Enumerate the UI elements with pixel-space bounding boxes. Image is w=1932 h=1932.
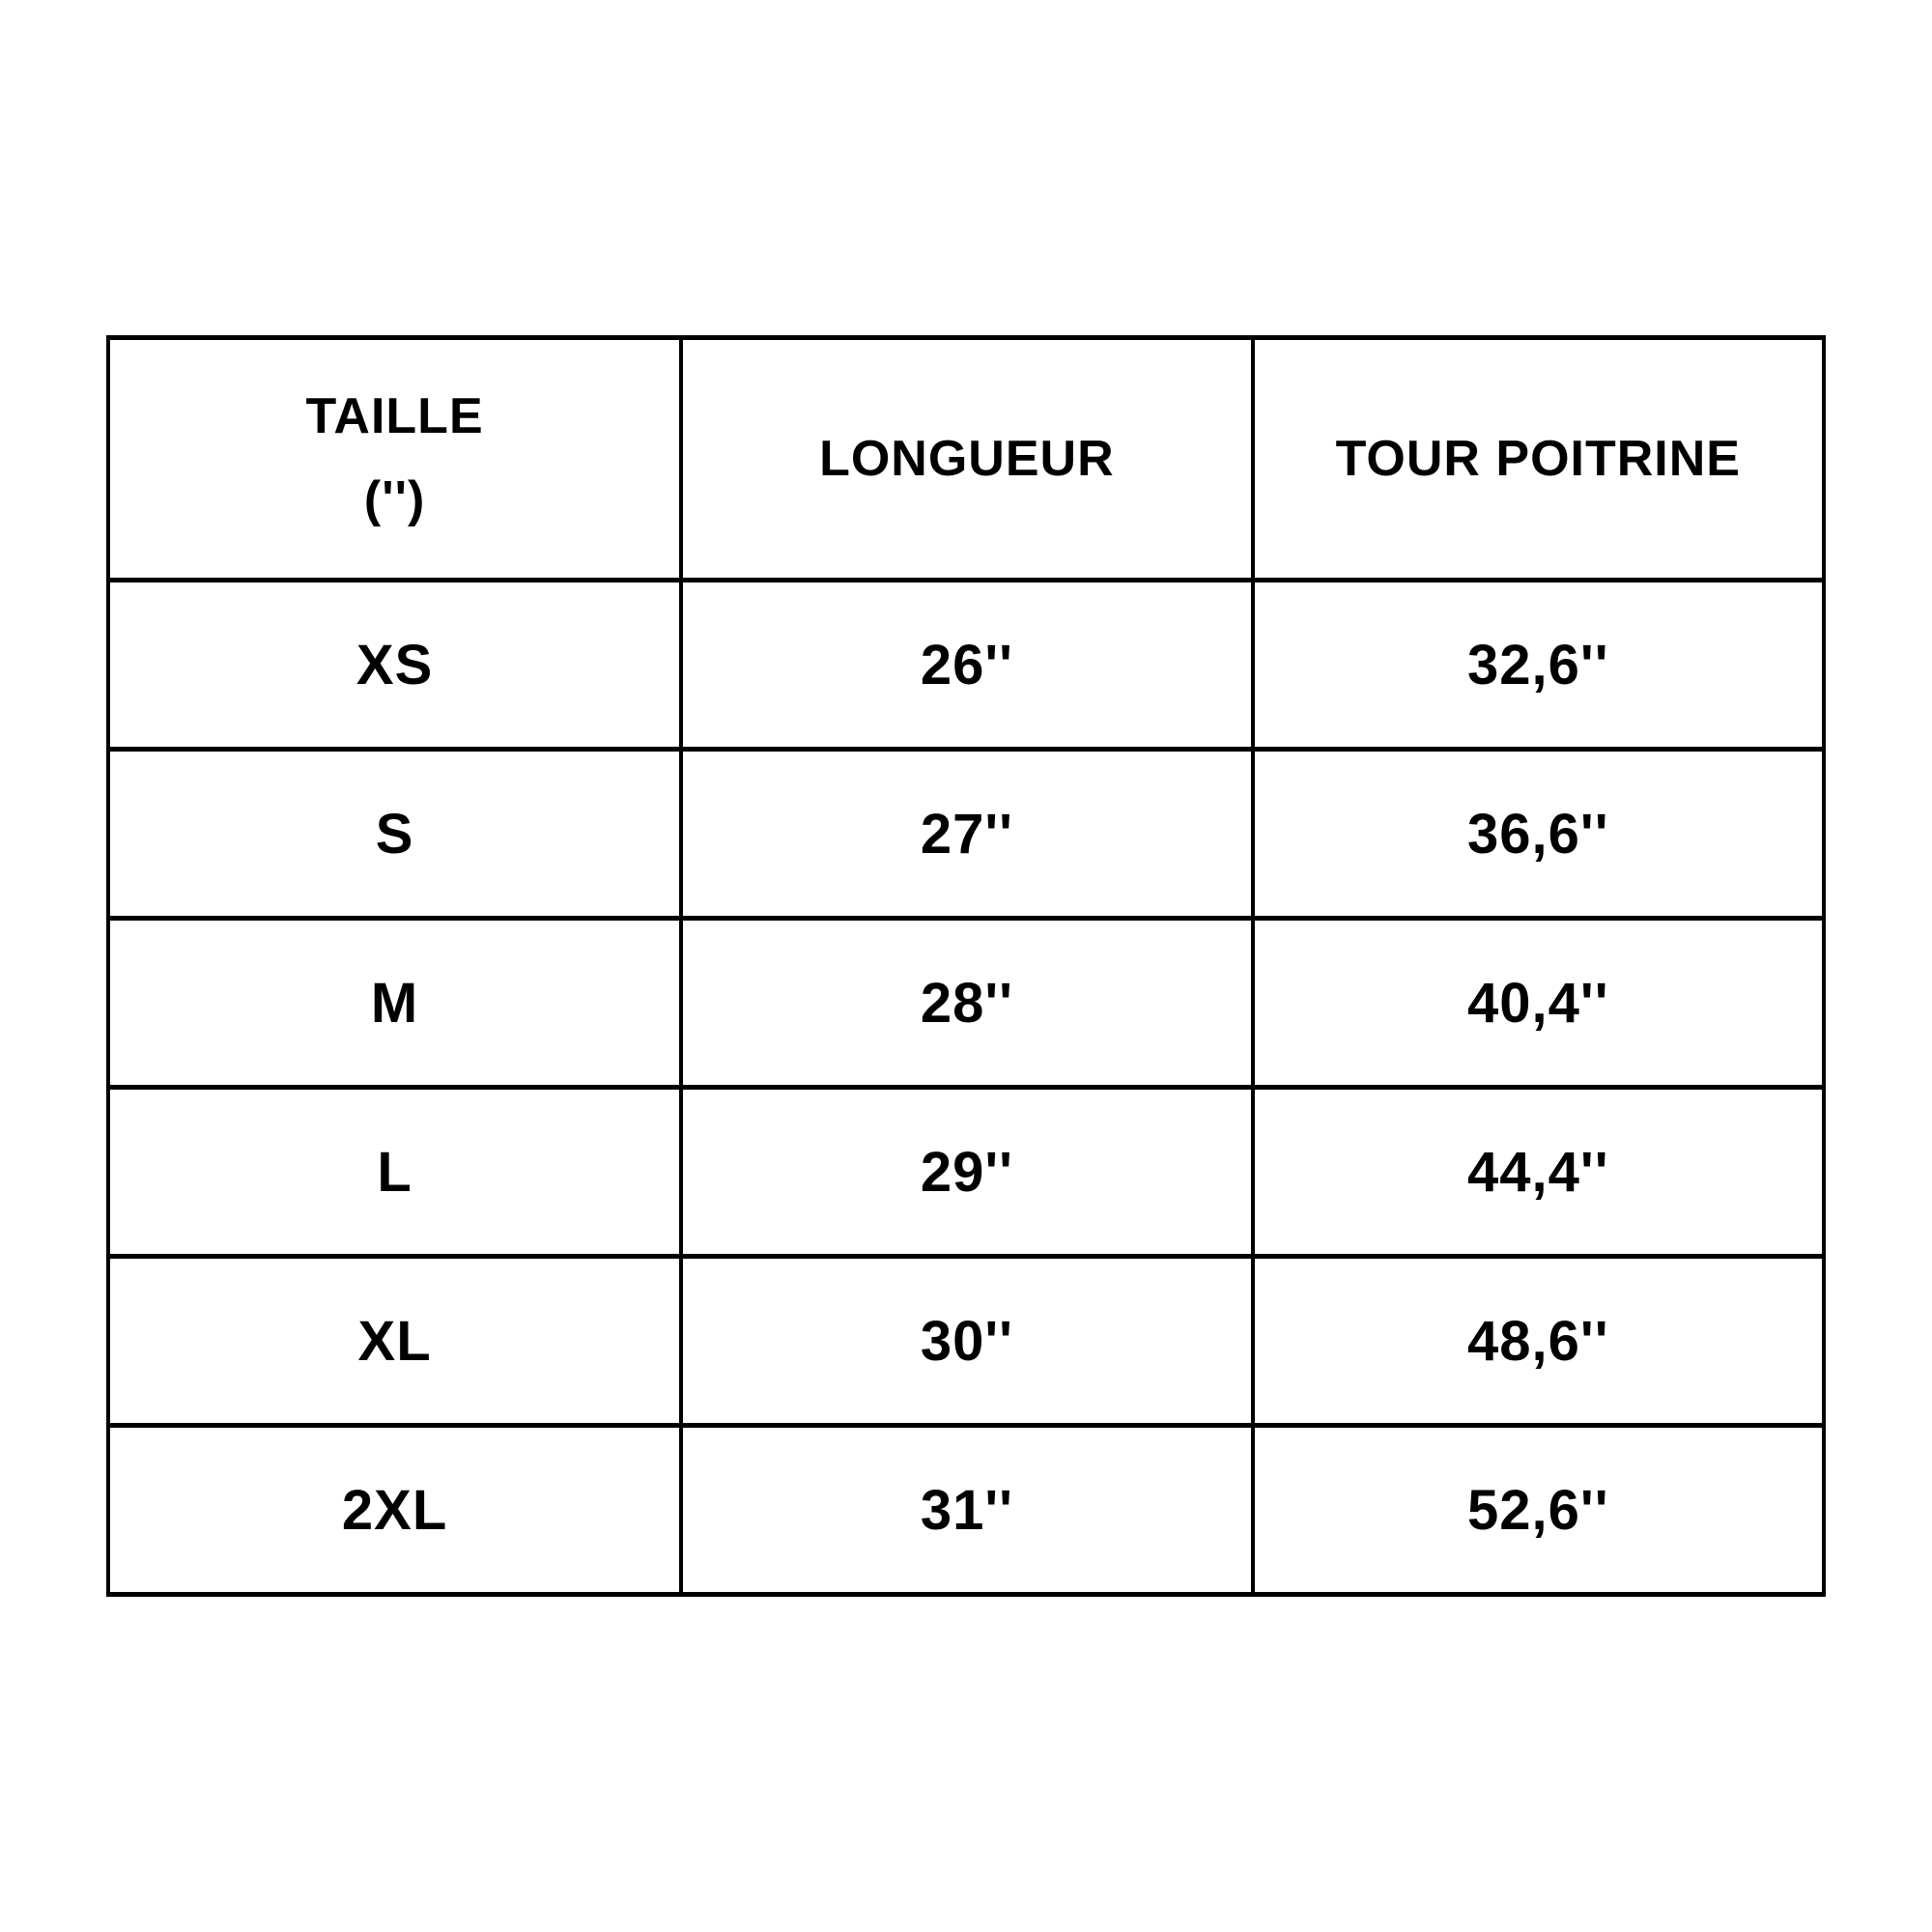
cell-size: 2XL xyxy=(108,1426,681,1595)
cell-chest: 52,6'' xyxy=(1253,1426,1824,1595)
cell-size: XS xyxy=(108,581,681,750)
header-cell-taille xyxy=(108,338,681,581)
table-row-l xyxy=(108,1088,1824,1257)
cell-size: S xyxy=(108,750,681,919)
table-row-xs xyxy=(108,581,1824,750)
cell-chest: 48,6'' xyxy=(1253,1257,1824,1426)
table-row-xl xyxy=(108,1257,1824,1426)
cell-size: XL xyxy=(108,1257,681,1426)
cell-length: 31'' xyxy=(681,1426,1252,1595)
cell-length: 27'' xyxy=(681,750,1252,919)
size-chart-table xyxy=(106,335,1826,1597)
cell-length: 28'' xyxy=(681,919,1252,1088)
cell-length: 26'' xyxy=(681,581,1252,750)
header-taille-unit: ('') xyxy=(363,471,426,527)
cell-chest: 32,6'' xyxy=(1253,581,1824,750)
header-taille-label: TAILLE xyxy=(305,388,484,445)
cell-length: 30'' xyxy=(681,1257,1252,1426)
header-row xyxy=(108,338,1824,581)
cell-chest: 40,4'' xyxy=(1253,919,1824,1088)
header-cell-tour-poitrine: TOUR POITRINE xyxy=(1253,338,1824,581)
header-cell-longueur: LONGUEUR xyxy=(681,338,1252,581)
cell-chest: 36,6'' xyxy=(1253,750,1824,919)
cell-size: L xyxy=(108,1088,681,1257)
table-row-2xl xyxy=(108,1426,1824,1595)
cell-length: 29'' xyxy=(681,1088,1252,1257)
cell-size: M xyxy=(108,919,681,1088)
table-row-m xyxy=(108,919,1824,1088)
cell-chest: 44,4'' xyxy=(1253,1088,1824,1257)
table-row-s xyxy=(108,750,1824,919)
